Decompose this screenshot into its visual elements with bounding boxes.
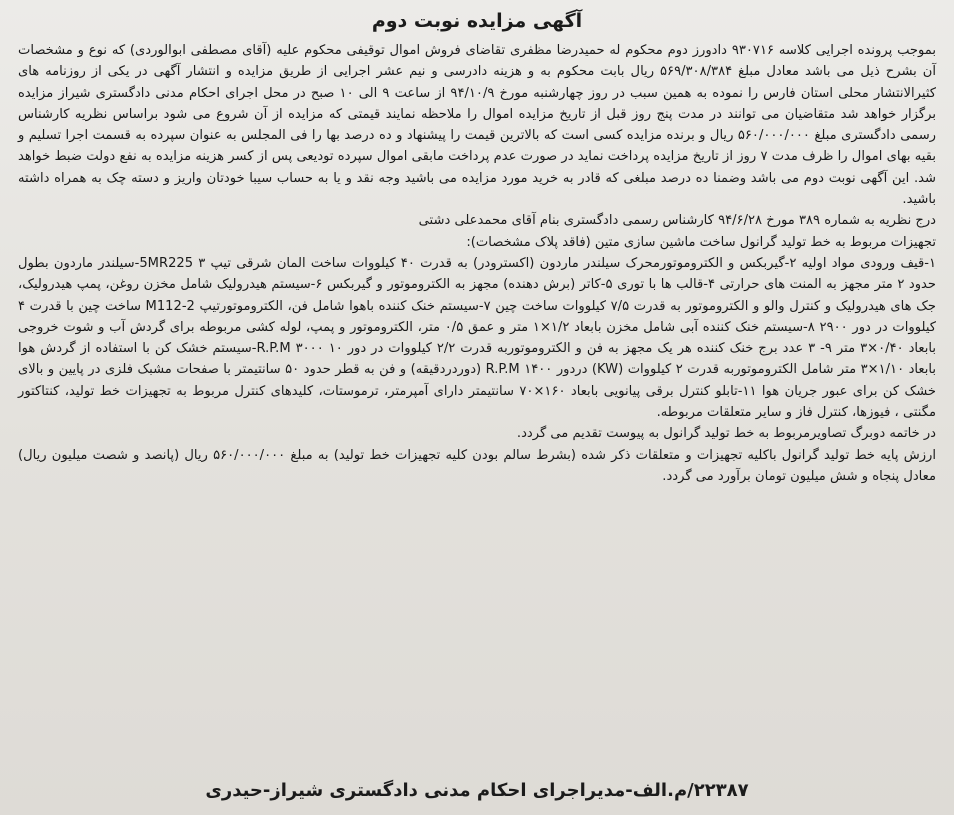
valuation-paragraph: ارزش پایه خط تولید گرانول باکلیه تجهیزات و متعلقات ذکر شده (بشرط سالم بودن کلیه تجهیزات خط تولید) به مبلغ ۵۶۰/۰۰۰/۰۰۰ ریال (پانصد و شصت میلیون ریال) معادل پنجاه و شش میلیون تومان برآورد می گردد.	[18, 447, 936, 484]
closing-line: در خاتمه دوبرگ تصاویرمربوط به خط تولید گرانول به پیوست تقدیم می گردد.	[516, 426, 936, 442]
equipment-heading: تجهیزات مربوط به خط تولید گرانول ساخت ماشین سازی متین (فاقد پلاک مشخصات):	[466, 234, 936, 250]
appraisal-line: درج نظریه به شماره ۳۸۹ مورخ ۹۴/۶/۲۸ کارشناس رسمی دادگستری بنام آقای محمدعلی دشتی	[418, 213, 936, 229]
intro-paragraph: بموجب پرونده اجرایی کلاسه ۹۳۰۷۱۶ دادورز دوم محکوم له حمیدرضا مظفری تقاضای فروش اموال توقیفی محکوم علیه (آقای مصطفی ابوالوردی) که نوع و مشخصات آن بشرح ذیل می باشد معادل مبلغ ۵۶۹/۳۰۸/۳۸۴ ریال بابت محکوم به و هزینه دادرسی و نیم عشر اجرایی از طریق مزایده و انتشار آگهی در یکی از روزنامه های کثیرالانتشار محلی استان فارس را نموده به همین سبب در روز چهارشنبه مورخ ۹۴/۱۰/۹ از ساعت ۹ الی ۱۰ صبح در محل اجرای احکام مدنی دادگستری شیراز مزایده برگزار خواهد شد متقاضیان می توانند در مدت پنج روز قبل از تاریخ مزایده اموال را ملاحظه نمایند قیمتی که مزایده از آن شروع می شود براساس نظریه کارشناس رسمی دادگستری مبلغ ۵۶۰/۰۰۰/۰۰۰ ریال و برنده مزایده کسی است که بالاترین قیمت را پیشنهاد و ده درصد بها را فی المجلس به عنوان سپرده به قسمت اجرا تسلیم و بقیه بهای اموال را ظرف مدت ۷ روز از تاریخ مزایده پرداخت نماید در صورت عدم پرداخت مابقی اموال سپرده تودیعی پس از کسر هزینه مزایده به نفع دولت ضبط خواهد شد. این آگهی نوبت دوم می باشد وضمنا ده درصد مبلغی که قادر به خرید مورد مزایده می باشید وجه نقد و یا به حساب سیبا خودتان واریز و دسته چک به همراه داشته باشید.	[18, 43, 937, 208]
signature-line: ۲۲۳۸۷/م.الف-مدیراجرای احکام مدنی دادگستری شیراز-حیدری	[205, 780, 749, 801]
equipment-list: ۱-قیف ورودی مواد اولیه ۲-گیربکس و الکتروموتورمحرک سیلندر ماردون (اکسترودر) به قدرت ۴۰ کیلووات ساخت المان شرقی تیپ 5MR225 ۳-سیلندر ماردون بطول حدود ۲ متر مجهز به المنت های حرارتی ۴-قالب ها با توری ۵-کاتر (برش دهنده) مجهز به الکتروموتور و گیربکس ۶-سیستم هیدرولیک شامل مخزن روغن، پمپ هیدرولیک، جک های هیدرولیک و کنترل والو و الکتروموتور به قدرت ۷/۵ کیلووات ساخت چین ۷-سیستم خنک کننده باهوا شامل فن، الکتروموتورتیپ M112-2 ساخت چین با قدرت ۴ کیلووات در دور ۲۹۰۰ ۸-سیستم خنک کننده آبی شامل مخزن بابعاد ۱/۲×۱ متر و عمق ۰/۵ متر، الکتروموتور و پمپ، لوله کشی مربوطه برای گردش آب و شوت خروجی بابعاد ۰/۴۰×۳ متر ۹- ۳ عدد برج خنک کننده هر یک مجهز به فن و الکتروموتوربه قدرت ۲/۲ کیلووات در دور R.P.M ۳۰۰۰ ۱۰-سیستم خشک کن با استفاده از گردش هوا بابعاد ۱/۱۰×۳ متر شامل الکتروموتوربه قدرت ۲ کیلووات (KW) دردور R.P.M ۱۴۰۰ (دوردردقیقه) و فن به قطر حدود ۵۰ سانتیمتر با صفحات مشبک فلزی در پایین و بالای خشک کن برای عبور جریان هوا ۱۱-تابلو کنترل برقی پیانویی بابعاد ۱۶۰×۷۰ سانتیمتر دارای آمپرمتر، ترموستات، کلیدهای کنترل مربوط به تجهیزات خط تولید، کنتاکتور مگنتی ، فیوزها، کنترل فاز و سایر متعلقات مربوطه.	[18, 255, 937, 421]
notice-title: آگهی مزایده نوبت دوم	[371, 10, 583, 32]
